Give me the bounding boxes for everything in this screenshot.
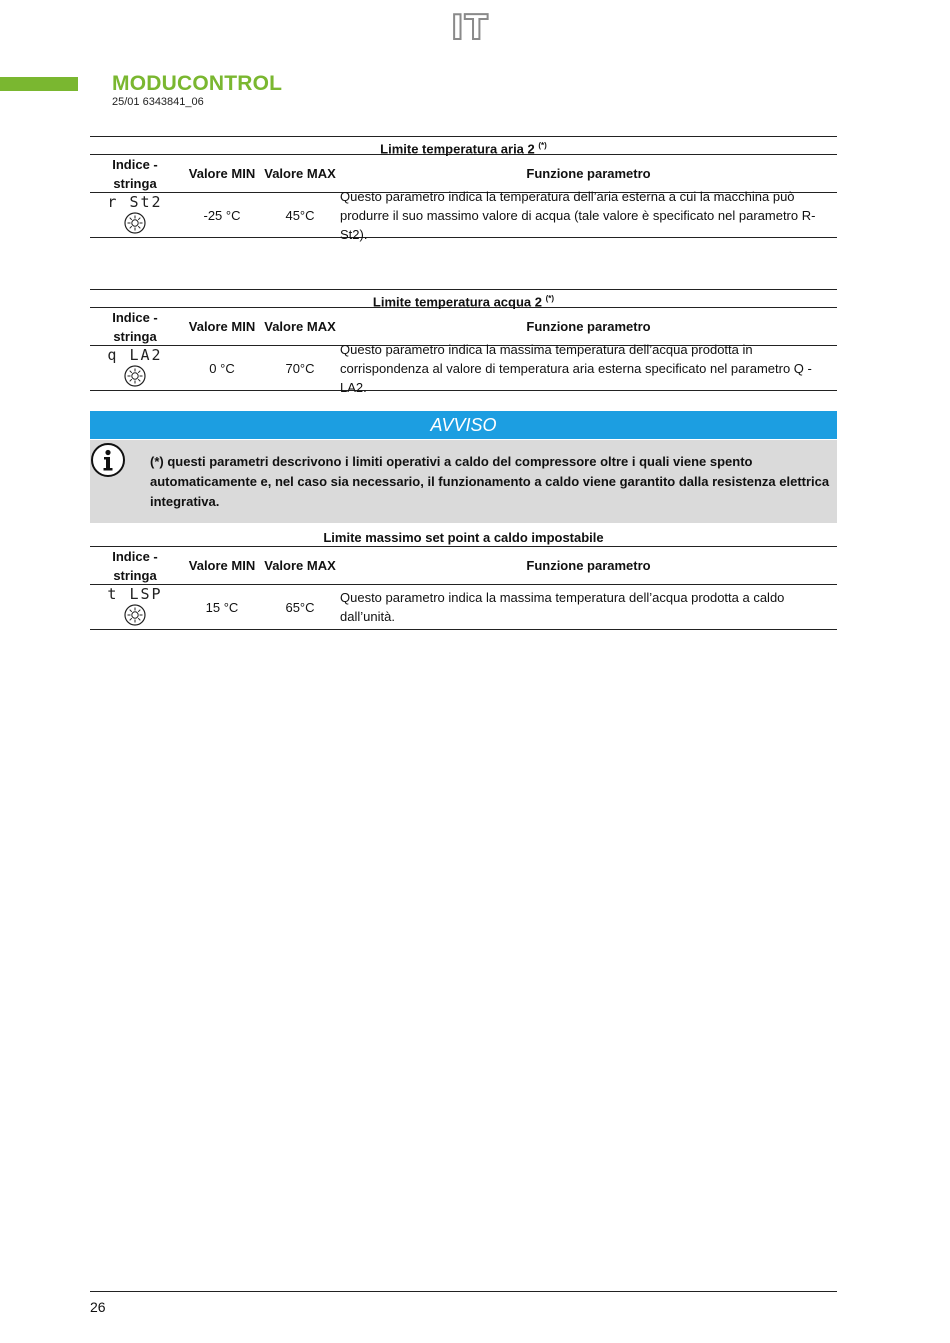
notice-text: (*) questi parametri descrivono i limiti operativi a caldo del compressore oltre i quali viene spento automaticamente e, nel caso sia necessario, il funzionamento a caldo viene garantito dalla resistenza elettrica integrativa.	[150, 454, 830, 509]
header-max: Valore MAX	[264, 319, 336, 334]
header-function: Funzione parametro	[526, 166, 651, 181]
max-value: 45°C	[285, 207, 315, 223]
parameter-table	[90, 136, 837, 242]
header-min: Valore MIN	[188, 166, 256, 181]
table-title: Limite temperatura acqua 2 (*)	[90, 289, 837, 308]
parameter-table	[90, 529, 837, 630]
function-description: Questo parametro indica la massima temperatura dell’acqua prodotta in corrispondenza al valore di temperatura aria esterna specificato nel parametro Q - LA2.	[340, 341, 812, 395]
notice-box	[90, 440, 837, 523]
min-value: 0 °C	[209, 360, 235, 376]
min-value: 15 °C	[205, 599, 239, 615]
header-function: Funzione parametro	[526, 319, 651, 334]
display-code: t LSP	[107, 585, 163, 603]
footer-divider	[90, 1291, 837, 1292]
heating-sun-icon	[124, 365, 146, 387]
min-value: -25 °C	[203, 207, 241, 223]
table-row	[90, 341, 837, 395]
page-number: 26	[90, 1299, 106, 1315]
table-title: Limite massimo set point a caldo impostabile	[90, 529, 837, 547]
table-header	[90, 547, 837, 585]
function-description: Questo parametro indica la temperatura dell’aria esterna a cui la macchina può produrre il suo massimo valore di acqua (tale valore è specificato nel parametro R- St2).	[340, 188, 816, 242]
table-row	[90, 585, 837, 630]
brand-accent-bar	[0, 77, 78, 91]
title-note: (*)	[545, 294, 555, 303]
document-code: 25/01 6343841_06	[112, 96, 204, 108]
index-cell	[90, 585, 180, 629]
info-icon	[90, 442, 126, 478]
header-index: Indice - stringa	[112, 548, 158, 583]
max-value: 70°C	[285, 360, 315, 376]
notice-title-bar: AVVISO	[90, 411, 837, 439]
table-title: Limite temperatura aria 2 (*)	[90, 136, 837, 155]
brand-title: MODUCONTROL	[112, 72, 283, 95]
display-code: q LA2	[107, 346, 163, 364]
header-index: Indice - stringa	[112, 156, 158, 191]
title-note: (*)	[538, 141, 547, 150]
table-row	[90, 188, 837, 242]
header-function: Funzione parametro	[526, 558, 651, 573]
index-cell	[90, 346, 180, 390]
header-max: Valore MAX	[264, 558, 336, 573]
max-value: 65°C	[285, 599, 315, 615]
parameter-table	[90, 289, 837, 395]
header-min: Valore MIN	[188, 558, 256, 573]
heating-sun-icon	[124, 604, 146, 626]
display-code: r St2	[107, 193, 163, 211]
header-min: Valore MIN	[188, 319, 256, 334]
index-cell	[90, 193, 180, 237]
function-description: Questo parametro indica la massima temperatura dell’acqua prodotta a caldo dall’unità.	[340, 590, 785, 624]
header-index: Indice - stringa	[112, 309, 158, 344]
language-tag: IT	[451, 8, 489, 48]
header-max: Valore MAX	[264, 166, 336, 181]
heating-sun-icon	[124, 212, 146, 234]
